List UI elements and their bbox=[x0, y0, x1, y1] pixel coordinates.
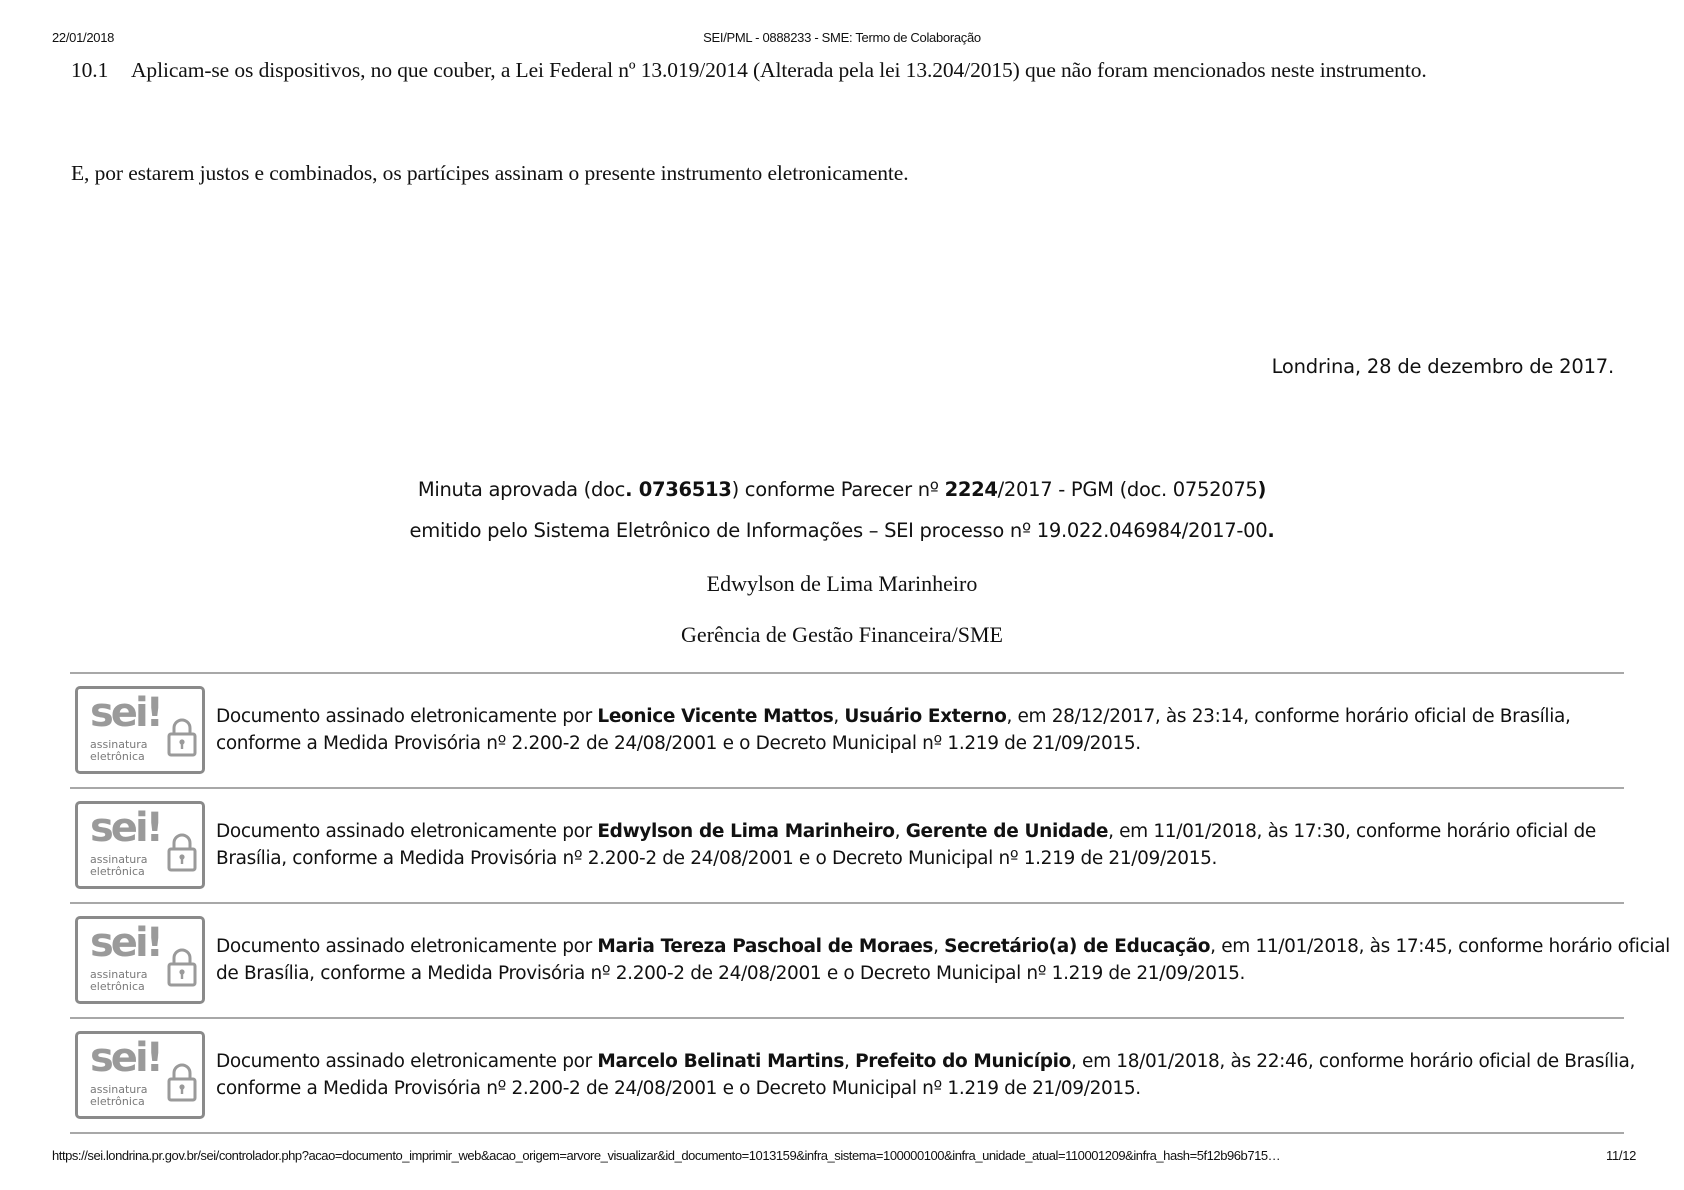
approval-doc-number: . 0736513 bbox=[625, 478, 732, 501]
signature-entry bbox=[70, 789, 1624, 902]
approval-line-2 bbox=[0, 519, 1684, 542]
signature-text: Documento assinado eletronicamente por Maria Tereza Paschoal de Moraes, Secretário(a) de Educação, em 11/01/2018, às 17:45, conforme horário oficial de Brasília, conforme a Medida Provisória nº 2.200-2 de 24/08/2001 e o Decreto Municipal nº 1.219 de 21/09/2015. bbox=[216, 936, 1670, 984]
signature-entry bbox=[70, 674, 1624, 787]
signature-text: Documento assinado eletronicamente por Marcelo Belinati Martins, Prefeito do Município, em 18/01/2018, às 22:46, conforme horário oficial de Brasília, conforme a Medida Provisória nº 2.200-2 de 24/08/2001 e o Decreto Municipal nº 1.219 de 21/09/2015. bbox=[216, 1051, 1636, 1099]
lock-icon bbox=[166, 717, 198, 757]
page-number: 11/12 bbox=[1606, 1148, 1637, 1163]
signer-role: Prefeito do Município bbox=[855, 1051, 1071, 1072]
approval-line-1 bbox=[0, 478, 1684, 501]
signer-name: Edwylson de Lima Marinheiro bbox=[597, 821, 895, 842]
approval-text: Minuta aprovada (doc bbox=[417, 478, 626, 501]
sei-signature-stamp bbox=[75, 916, 205, 1004]
approval-text: ) conforme Parecer nº bbox=[731, 478, 945, 501]
place-and-date: Londrina, 28 de dezembro de 2017. bbox=[1271, 355, 1614, 378]
sei-logo: sei! bbox=[90, 1035, 161, 1081]
clause-10-1 bbox=[71, 58, 1427, 83]
sei-logo: sei! bbox=[90, 690, 161, 736]
signer-name: Edwylson de Lima Marinheiro bbox=[706, 571, 978, 596]
sei-logo: sei! bbox=[90, 805, 161, 851]
print-url: https://sei.londrina.pr.gov.br/sei/controlador.php?acao=documento_imprimir_web&acao_origem=arvore_visualizar&id_documento=1013159&infra_sistema=100000100&infra_unidade_atual=110001209&infra_hash=5f12b96b715… bbox=[52, 1148, 1281, 1163]
signer-name: Maria Tereza Paschoal de Moraes bbox=[597, 936, 934, 957]
approval-text: . bbox=[1267, 519, 1275, 542]
approval-text: /2017 - PGM (doc. 0752075 bbox=[997, 478, 1258, 501]
sei-logo-caption: assinatura eletrônica bbox=[90, 738, 148, 763]
signature-entry bbox=[70, 904, 1670, 1017]
lock-icon bbox=[166, 1062, 198, 1102]
signer-role: Usuário Externo bbox=[844, 706, 1007, 727]
signer-department: Gerência de Gestão Financeira/SME bbox=[681, 622, 1003, 647]
print-date: 22/01/2018 bbox=[52, 30, 115, 45]
approval-text: ) bbox=[1257, 478, 1267, 501]
approval-parecer-number: 2224 bbox=[944, 478, 998, 501]
sei-logo: sei! bbox=[90, 920, 161, 966]
lock-icon bbox=[166, 947, 198, 987]
signer-role: Gerente de Unidade bbox=[905, 821, 1109, 842]
sei-signature-stamp bbox=[75, 801, 205, 889]
sei-logo-caption: assinatura eletrônica bbox=[90, 968, 148, 993]
lock-icon bbox=[166, 832, 198, 872]
approval-process-text: emitido pelo Sistema Eletrônico de Informações – SEI processo nº 19.022.046984/2017-00 bbox=[409, 519, 1268, 542]
signature-text: Documento assinado eletronicamente por Edwylson de Lima Marinheiro, Gerente de Unidade, em 11/01/2018, às 17:30, conforme horário oficial de Brasília, conforme a Medida Provisória nº 2.200-2 de 24/08/2001 e o Decreto Municipal nº 1.219 de 21/09/2015. bbox=[216, 821, 1596, 869]
signature-text: Documento assinado eletronicamente por Leonice Vicente Mattos, Usuário Externo, em 28/12/2017, às 23:14, conforme horário oficial de Brasília, conforme a Medida Provisória nº 2.200-2 de 24/08/2001 e o Decreto Municipal nº 1.219 de 21/09/2015. bbox=[216, 706, 1571, 754]
signer-role: Secretário(a) de Educação bbox=[944, 936, 1211, 957]
signer-name: Leonice Vicente Mattos bbox=[597, 706, 834, 727]
clause-number: 10.1 bbox=[71, 58, 109, 82]
electronic-signatures bbox=[70, 672, 1670, 1134]
clause-text: Aplicam-se os dispositivos, no que couber, a Lei Federal nº 13.019/2014 (Alterada pela lei 13.204/2015) que não foram mencionados neste instrumento. bbox=[131, 58, 1427, 82]
print-document-title: SEI/PML - 0888233 - SME: Termo de Colaboração bbox=[703, 30, 981, 45]
sei-logo-caption: assinatura eletrônica bbox=[90, 1083, 148, 1108]
sei-signature-stamp bbox=[75, 686, 205, 774]
sei-signature-stamp bbox=[75, 1031, 205, 1119]
signature-entry bbox=[70, 1019, 1636, 1132]
signer-name: Marcelo Belinati Martins bbox=[597, 1051, 845, 1072]
sei-logo-caption: assinatura eletrônica bbox=[90, 853, 148, 878]
divider bbox=[70, 1132, 1624, 1134]
closing-statement: E, por estarem justos e combinados, os partícipes assinam o presente instrumento eletronicamente. bbox=[71, 161, 909, 185]
